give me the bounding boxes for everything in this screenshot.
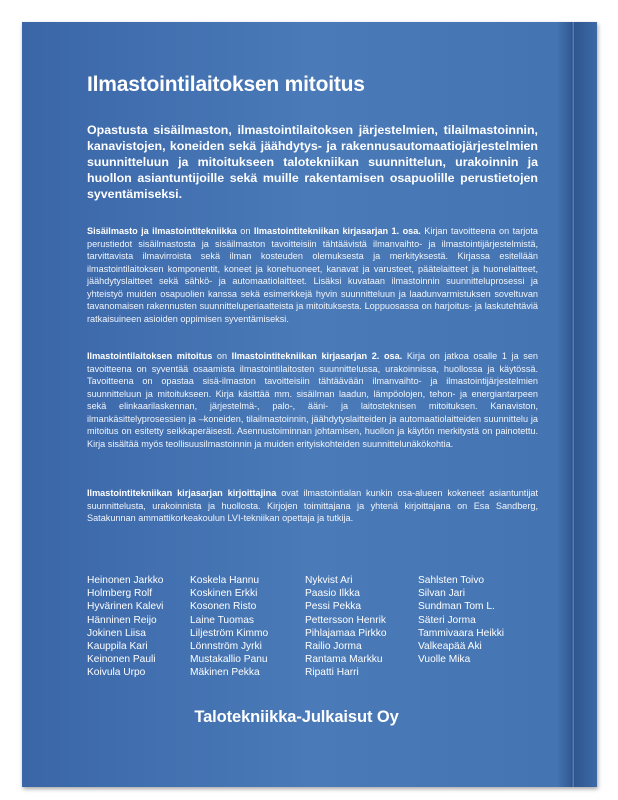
book-back-cover [22, 22, 597, 787]
author-name: Vuolle Mika [418, 654, 471, 666]
author-name: Koivula Urpo [87, 667, 146, 679]
paragraph-series: Ilmastointitekniikan kirjasarjan 2. osa. [231, 351, 403, 361]
author-name: Liljeström Kimmo [190, 627, 269, 639]
author-name: Heinonen Jarkko [87, 575, 164, 586]
paragraph-body: ovat ilmastointialan kunkin osa-alueen kokeneet asiantuntijat suunnittelusta, urakoinnista ja huollosta. Kirjojen toimittajana ja yhtenä kirjoittajana on Esa Sandberg, Satakunnan ammattikorkeakoulun LVI-tekniikan opettaja ja tutkija. [87, 488, 538, 523]
author-column [87, 574, 197, 680]
author-name: Pessi Pekka [305, 601, 362, 613]
author-name: Sahlsten Toivo [418, 575, 485, 586]
paragraph-lead: Sisäilmasto ja ilmastointitekniikka [87, 226, 237, 236]
author-name: Kauppila Kari [87, 641, 148, 653]
description-paragraph-1 [87, 225, 538, 325]
author-name: Hyvärinen Kalevi [87, 601, 164, 613]
author-column [418, 574, 528, 666]
author-name: Valkeapää Aki [418, 641, 482, 653]
author-name: Hänninen Reijo [87, 614, 157, 626]
author-name: Railio Jorma [305, 641, 362, 653]
author-name: Keinonen Pauli [87, 654, 156, 666]
author-name: Holmberg Rolf [87, 588, 153, 600]
author-name: Koskinen Erkki [190, 588, 258, 600]
author-name: Tammivaara Heikki [418, 627, 505, 639]
author-name: Jokinen Liisa [87, 627, 146, 639]
author-name: Ripatti Harri [305, 667, 359, 679]
spine-edge [571, 22, 574, 787]
author-list [87, 574, 557, 694]
intro-text: Opastusta sisäilmaston, ilmastointilaitoksen järjestelmien, tilailmastoinnin, kanavistojen, koneiden sekä jäähdytys- ja rakennusautomaatiojärjestelmien suunnitteluun ja mitoitukseen talotekniikan suunnittelun, urakoinnin ja huollon asiantuntijoille sekä muille rakentamisen osapuolille perustietojen syventämiseksi. [87, 123, 538, 201]
description-paragraph-3 [87, 487, 538, 525]
book-title: Ilmastointilaitoksen mitoitus [87, 73, 365, 96]
author-name: Nykvist Ari [305, 575, 353, 586]
author-name: Pettersson Henrik [305, 614, 386, 626]
author-name: Laine Tuomas [190, 614, 254, 626]
author-column [190, 574, 300, 680]
author-name: Mustakallio Panu [190, 654, 268, 666]
author-column [305, 574, 415, 680]
author-name: Pihlajamaa Pirkko [305, 627, 387, 639]
author-name: Sundman Tom L. [418, 601, 495, 613]
author-name: Paasio Ilkka [305, 588, 360, 600]
paragraph-connector: on [212, 351, 232, 361]
author-name: Rantama Markku [305, 654, 383, 666]
publisher-name: Talotekniikka-Julkaisut Oy [194, 708, 399, 726]
paragraph-connector: on [236, 226, 254, 236]
author-name: Säteri Jorma [418, 614, 476, 626]
description-paragraph-2 [87, 350, 538, 450]
paragraph-lead: Ilmastointilaitoksen mitoitus [87, 351, 213, 361]
author-name: Lönnström Jyrki [190, 641, 262, 653]
author-name: Koskela Hannu [190, 575, 260, 586]
paragraph-series: Ilmastointitekniikan kirjasarjan 1. osa. [253, 226, 421, 236]
paragraph-lead: Ilmastointitekniikan kirjasarjan kirjoittajina [87, 488, 277, 498]
author-name: Kosonen Risto [190, 601, 257, 613]
author-name: Silvan Jari [418, 588, 465, 600]
paragraph-body: Kirja on jatkoa osalle 1 ja sen tavoitteena on syventää osaamista ilmastointilaitosten suunnittelussa, urakoinnissa, huollossa ja käytössä. Tavoitteena on opastaa sisä-ilmaston tavoitteisiin tähtäävään ilmanvaihto- ja ilmastointijärjestelmien suunnitteluun ja mitoitukseen. Kirja käsittää mm. sisäilman laadun, lämpöolojen, tehon- ja energiantarpeen sekä elinkaarilaskennan, järjestelmä-, palo-, ääni- ja laitosteknisen mitoituksen. Kanaviston, ilmankäsittelyprosessien ja –koneiden, tilailmastoinnin, jäähdytyslaitteiden ja automaatiolaitteiden suunnittelu ja mitoitus on esitetty seikkaperäisesti. Asennustoiminnan johtamisen, huollon ja käytön merkitystä on painotettu. Kirja sisältää myös teollisuusilmastoinnin ja muiden erityiskohteiden suunnittelunäkökohtia. [87, 351, 538, 449]
paragraph-body: Kirjan tavoitteena on tarjota perustiedot sisäilmastosta ja sisäilmaston tavoitteisiin tähtäävistä ilmanvaihto- ja ilmastointijärjestelmistä, tarvittavista ilmavirroista sekä ilman kosteuden olemuksesta ja merkityksestä. Kirjassa esitellään ilmastointilaitoksen komponentit, koneet ja konehuoneet, kanavat ja varusteet, päätelaitteet ja huonelaitteet, jäähdytyslaitteet sekä sähkö- ja automaatiolaitteet. Lisäksi kuvataan ilmastoinnin suunnitteluprosessi ja yhteistyö muiden osapuolien kanssa sekä esimerkkejä hyvin suunnitteluun ja laadunvarmistuksen soveltuvan tavanomaisen rakennusten suunnitteluperiaatteista ja mitoituksesta. Loppuosassa on harjoitus- ja laskutehtäviä ratkaisuineen asioiden oppimisen syventämiseksi. [87, 226, 538, 324]
author-name: Mäkinen Pekka [190, 667, 260, 679]
